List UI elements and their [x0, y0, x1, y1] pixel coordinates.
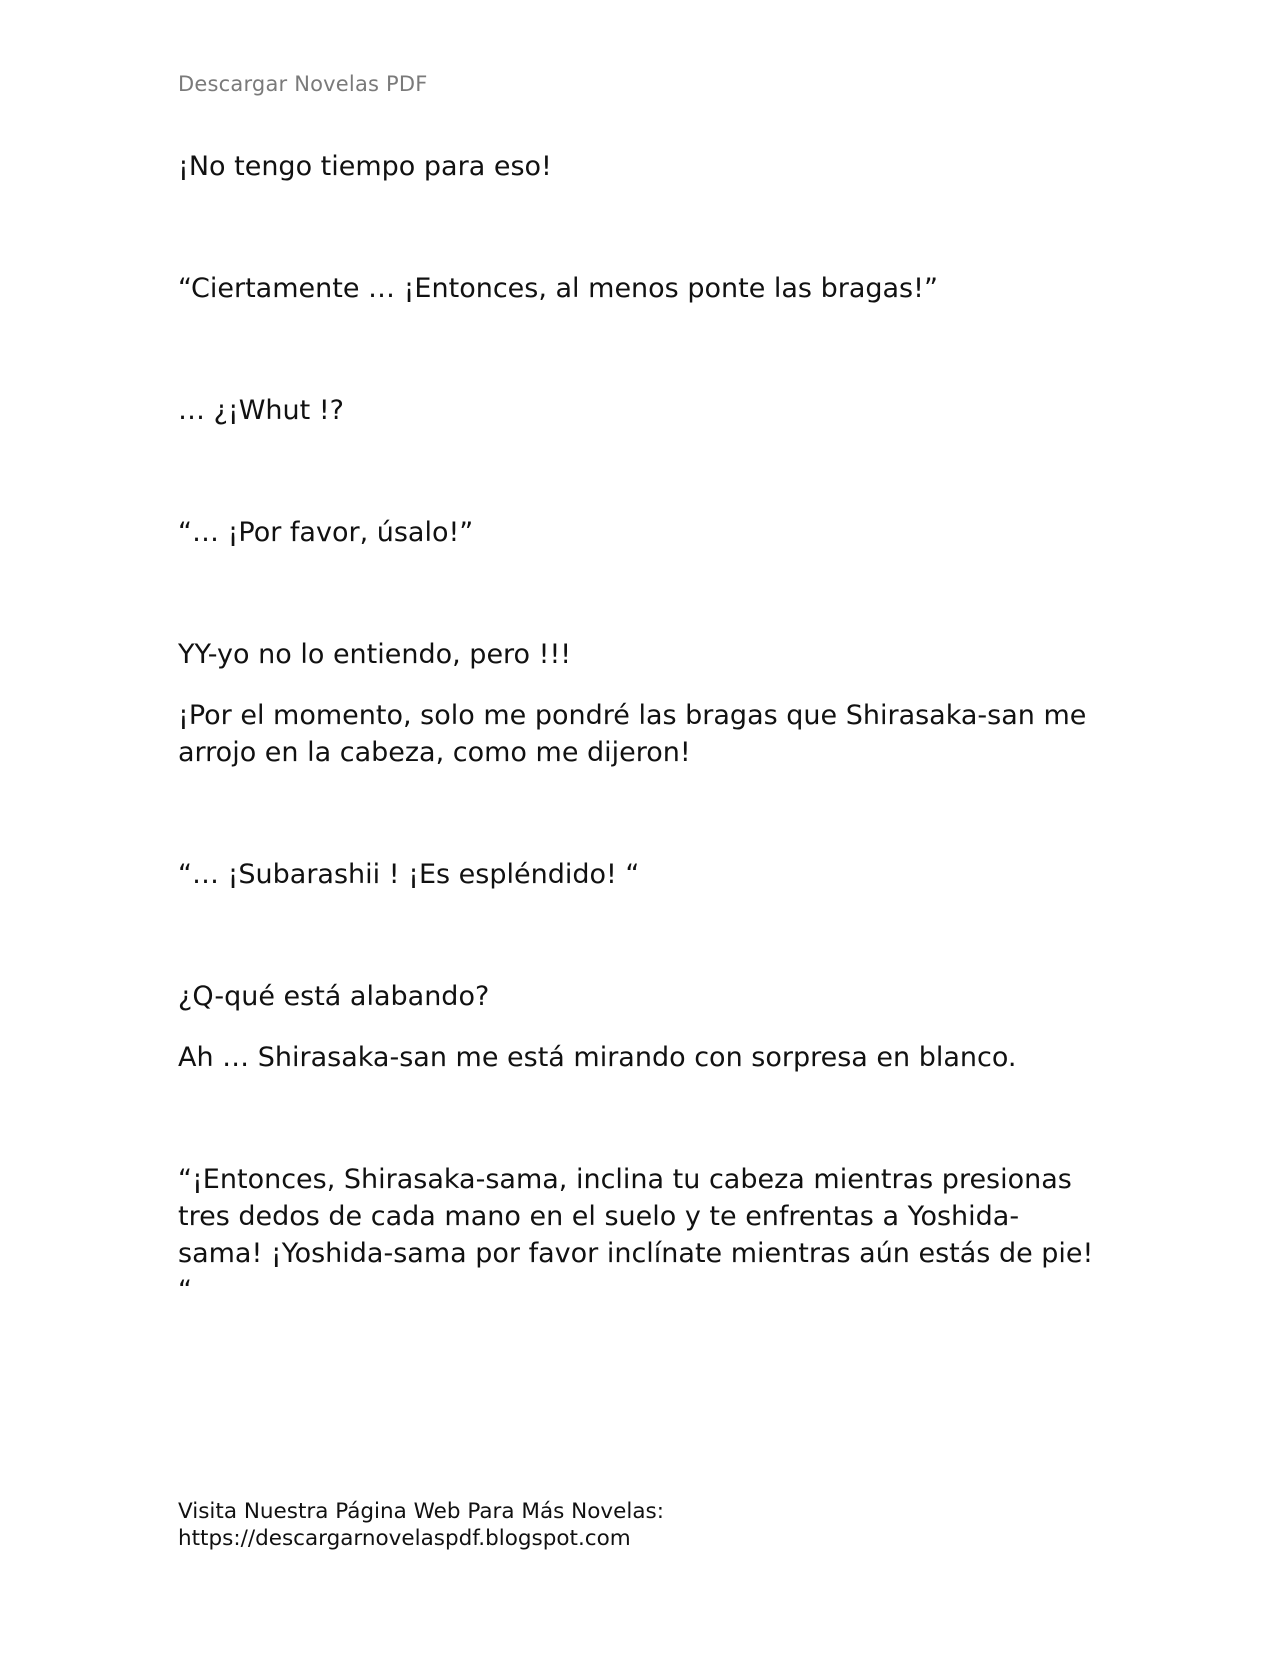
paragraph-4: “… ¡Por favor, úsalo!”	[178, 517, 474, 548]
paragraph-10: “¡Entonces, Shirasaka-sama, inclina tu cabeza mientras presionas tres dedos de cada mano en el suelo y te enfrentas a Yoshida-sama! ¡Yoshida-sama por favor inclínate mientras aún estás de pie! “	[178, 1164, 1094, 1306]
footer-website-link[interactable]: https://descargarnovelaspdf.blogspot.com	[178, 1526, 631, 1551]
paragraph-1: ¡No tengo tiempo para eso!	[178, 151, 552, 182]
paragraph-6: ¡Por el momento, solo me pondré las bragas que Shirasaka-san me arrojo en la cabeza, como me dijeron!	[178, 700, 1087, 768]
paragraph-5: YY-yo no lo entiendo, pero !!!	[178, 639, 572, 670]
paragraph-8: ¿Q-qué está alabando?	[178, 981, 490, 1012]
paragraph-2: “Ciertamente … ¡Entonces, al menos ponte las bragas!”	[178, 273, 938, 304]
page-header: Descargar Novelas PDF	[178, 72, 428, 96]
page-footer	[178, 1498, 664, 1552]
paragraph-9: Ah … Shirasaka-san me está mirando con sorpresa en blanco.	[178, 1042, 1017, 1073]
paragraph-7: “… ¡Subarashii ! ¡Es espléndido! “	[178, 859, 640, 890]
footer-visit-text: Visita Nuestra Página Web Para Más Novelas:	[178, 1499, 664, 1524]
paragraph-3: … ¿¡Whut !?	[178, 395, 344, 426]
